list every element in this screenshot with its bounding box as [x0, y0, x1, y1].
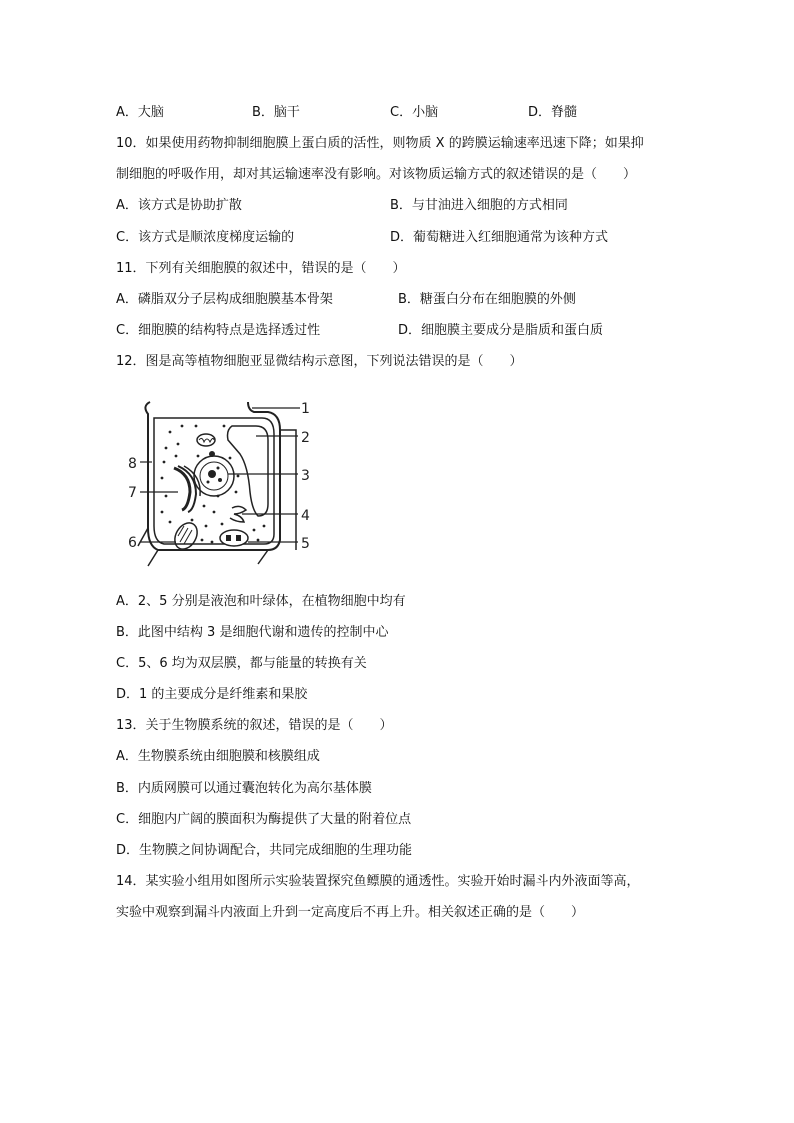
label-8: 8 — [128, 456, 137, 472]
q14-stem-line2: 实验中观察到漏斗内液面上升到一定高度后不再上升。相关叙述正确的是（ ） — [116, 905, 585, 920]
q9-option-d: D．脊髓 — [528, 105, 578, 120]
label-7: 7 — [128, 485, 137, 501]
q10-option-c: C．该方式是顺浓度梯度运输的 — [116, 230, 295, 245]
q12-option-a: A．2、5 分别是液泡和叶绿体，在植物细胞中均有 — [116, 594, 406, 609]
q11-option-c: C．细胞膜的结构特点是选择透过性 — [116, 323, 321, 338]
q10-option-a: A．该方式是协助扩散 — [116, 198, 242, 213]
q13-stem: 13．关于生物膜系统的叙述，错误的是（ ） — [116, 718, 393, 733]
q11-stem: 11．下列有关细胞膜的叙述中，错误的是（ ） — [116, 261, 406, 276]
q11-option-b: B．糖蛋白分布在细胞膜的外侧 — [398, 292, 576, 307]
q12-option-b: B．此图中结构 3 是细胞代谢和遗传的控制中心 — [116, 625, 389, 640]
q9-option-b: B．脑干 — [252, 105, 300, 120]
q11-option-a: A．磷脂双分子层构成细胞膜基本骨架 — [116, 292, 333, 307]
q13-option-b: B．内质网膜可以通过囊泡转化为高尔基体膜 — [116, 781, 372, 796]
q10-stem-line1: 10．如果使用药物抑制细胞膜上蛋白质的活性，则物质 X 的跨膜运输速率迅速下降；如果抑 — [116, 136, 644, 151]
q10-stem-line2: 制细胞的呼吸作用，却对其运输速率没有影响。对该物质运输方式的叙述错误的是（ ） — [116, 167, 637, 182]
q13-option-a: A．生物膜系统由细胞膜和核膜组成 — [116, 749, 320, 764]
q12-option-d: D．1 的主要成分是纤维素和果胶 — [116, 687, 308, 702]
q12-stem: 12．图是高等植物细胞亚显微结构示意图，下列说法错误的是（ ） — [116, 354, 523, 369]
label-4: 4 — [301, 508, 310, 524]
label-5: 5 — [301, 536, 310, 552]
q11-option-d: D．细胞膜主要成分是脂质和蛋白质 — [398, 323, 604, 338]
q14-stem-line1: 14．某实验小组用如图所示实验装置探究鱼鳔膜的通透性。实验开始时漏斗内外液面等高， — [116, 874, 640, 889]
q9-option-c: C．小脑 — [390, 105, 439, 120]
q10-option-d: D．葡萄糖进入红细胞通常为该种方式 — [390, 230, 609, 245]
q10-option-b: B．与甘油进入细胞的方式相同 — [390, 198, 568, 213]
label-2: 2 — [301, 430, 310, 446]
q13-option-d: D．生物膜之间协调配合，共同完成细胞的生理功能 — [116, 843, 413, 858]
plant-cell-diagram — [118, 396, 330, 572]
q13-option-c: C．细胞内广阔的膜面积为酶提供了大量的附着位点 — [116, 812, 412, 827]
q12-option-c: C．5、6 均为双层膜，都与能量的转换有关 — [116, 656, 367, 671]
q9-option-a: A．大脑 — [116, 105, 164, 120]
label-6: 6 — [128, 535, 137, 551]
label-1: 1 — [301, 401, 310, 417]
label-3: 3 — [301, 468, 310, 484]
